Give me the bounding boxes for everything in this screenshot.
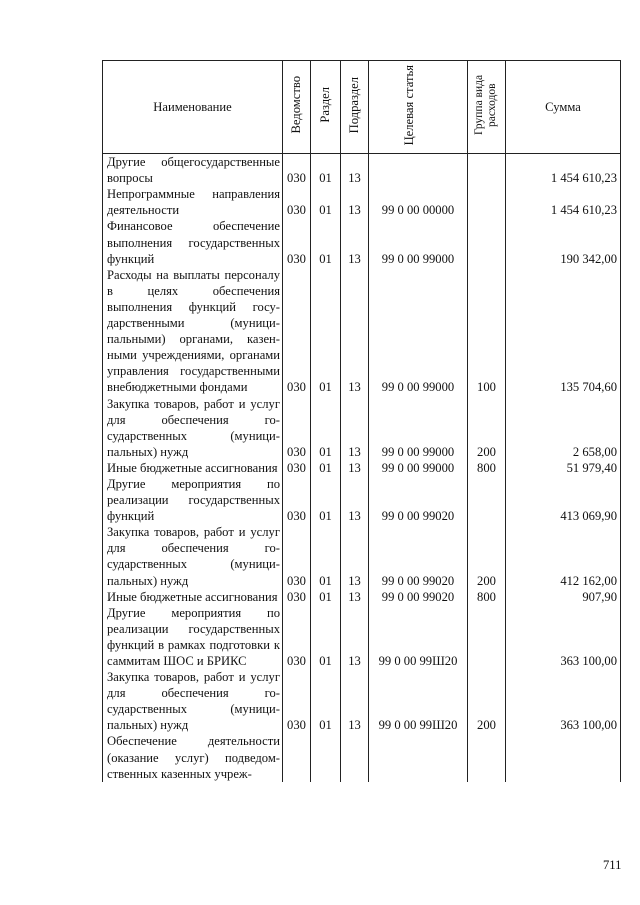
row-group: 200 bbox=[468, 396, 506, 460]
table-row bbox=[103, 186, 621, 218]
row-group: 200 bbox=[468, 669, 506, 733]
row-sum: 135 704,60 bbox=[506, 267, 621, 396]
row-podrazdel: 13 bbox=[341, 476, 369, 524]
row-podrazdel: 13 bbox=[341, 218, 369, 266]
row-vedomstvo: 030 bbox=[283, 605, 311, 669]
table-row bbox=[103, 733, 621, 781]
row-razdel: 01 bbox=[311, 524, 341, 588]
row-sum: 1 454 610,23 bbox=[506, 154, 621, 187]
row-razdel: 01 bbox=[311, 267, 341, 396]
row-razdel: 01 bbox=[311, 154, 341, 187]
row-podrazdel: 13 bbox=[341, 589, 369, 605]
row-name: Закупка товаров, работ и услуг для обеспечения государственных (муниципальных) нужд bbox=[103, 396, 283, 460]
row-target: 99 0 00 99020 bbox=[369, 524, 468, 588]
table-row bbox=[103, 524, 621, 588]
row-vedomstvo: 030 bbox=[283, 476, 311, 524]
header-vedomstvo: Ведомство bbox=[289, 76, 303, 134]
row-target: 99 0 00 99000 bbox=[369, 396, 468, 460]
budget-table bbox=[102, 60, 621, 782]
row-group bbox=[468, 733, 506, 781]
row-name: Закупка товаров, работ и услуг для обеспечения государственных (муниципальных) нужд bbox=[103, 669, 283, 733]
row-vedomstvo: 030 bbox=[283, 186, 311, 218]
row-group: 100 bbox=[468, 267, 506, 396]
row-group bbox=[468, 605, 506, 669]
table-row bbox=[103, 154, 621, 187]
row-sum: 413 069,90 bbox=[506, 476, 621, 524]
row-podrazdel: 13 bbox=[341, 524, 369, 588]
row-sum: 1 454 610,23 bbox=[506, 186, 621, 218]
row-razdel: 01 bbox=[311, 605, 341, 669]
row-name: Расходы на выплаты персоналу в целях обеспечения выполнения функций государственными (муниципальными) органами, казенными учреждениями, органами управления государственными внебюджетными фондами bbox=[103, 267, 283, 396]
row-name: Непрограммные направления деятельности bbox=[103, 186, 283, 218]
row-razdel: 01 bbox=[311, 396, 341, 460]
row-sum: 2 658,00 bbox=[506, 396, 621, 460]
row-razdel: 01 bbox=[311, 476, 341, 524]
row-razdel: 01 bbox=[311, 218, 341, 266]
header-row bbox=[103, 61, 621, 154]
row-podrazdel: 13 bbox=[341, 154, 369, 187]
table-row bbox=[103, 396, 621, 460]
row-sum: 51 979,40 bbox=[506, 460, 621, 476]
row-target: 99 0 00 99Ш20 bbox=[369, 605, 468, 669]
row-sum: 363 100,00 bbox=[506, 669, 621, 733]
row-razdel: 01 bbox=[311, 460, 341, 476]
row-group bbox=[468, 186, 506, 218]
row-target: 99 0 00 99020 bbox=[369, 589, 468, 605]
row-name: Другие общегосударственные вопросы bbox=[103, 154, 283, 187]
row-target: 99 0 00 99020 bbox=[369, 476, 468, 524]
table-body bbox=[103, 154, 621, 782]
row-group: 800 bbox=[468, 460, 506, 476]
row-podrazdel: 13 bbox=[341, 605, 369, 669]
row-vedomstvo: 030 bbox=[283, 589, 311, 605]
row-target bbox=[369, 733, 468, 781]
table-row bbox=[103, 476, 621, 524]
row-sum: 907,90 bbox=[506, 589, 621, 605]
row-group bbox=[468, 476, 506, 524]
header-target: Целевая статья bbox=[402, 64, 416, 146]
row-name: Закупка товаров, работ и услуг для обеспечения государственных (муниципальных) нужд bbox=[103, 524, 283, 588]
table-row bbox=[103, 605, 621, 669]
header-podrazdel: Подраздел bbox=[347, 76, 361, 134]
row-vedomstvo: 030 bbox=[283, 267, 311, 396]
row-razdel: 01 bbox=[311, 186, 341, 218]
table-row bbox=[103, 218, 621, 266]
row-target: 99 0 00 99Ш20 bbox=[369, 669, 468, 733]
row-target: 99 0 00 99000 bbox=[369, 218, 468, 266]
row-name: Финансовое обеспечение выполнения государственных функций bbox=[103, 218, 283, 266]
row-podrazdel: 13 bbox=[341, 460, 369, 476]
row-group: 200 bbox=[468, 524, 506, 588]
table-row bbox=[103, 669, 621, 733]
row-target: 99 0 00 99000 bbox=[369, 460, 468, 476]
row-podrazdel bbox=[341, 733, 369, 781]
page-number: 711 bbox=[603, 858, 622, 872]
row-sum: 190 342,00 bbox=[506, 218, 621, 266]
row-podrazdel: 13 bbox=[341, 267, 369, 396]
row-razdel bbox=[311, 733, 341, 781]
row-vedomstvo: 030 bbox=[283, 396, 311, 460]
row-razdel: 01 bbox=[311, 589, 341, 605]
row-podrazdel: 13 bbox=[341, 186, 369, 218]
row-name: Другие мероприятия по реализации государственных функций в рамках подготовки к саммитам ШОС и БРИКС bbox=[103, 605, 283, 669]
header-razdel: Раздел bbox=[318, 87, 332, 123]
row-group bbox=[468, 218, 506, 266]
row-vedomstvo: 030 bbox=[283, 669, 311, 733]
header-sum: Сумма bbox=[506, 61, 621, 154]
row-vedomstvo: 030 bbox=[283, 524, 311, 588]
row-name: Иные бюджетные ассигнования bbox=[103, 589, 283, 605]
header-group: Группа вида расходов bbox=[472, 74, 498, 136]
row-group bbox=[468, 154, 506, 187]
row-target bbox=[369, 154, 468, 187]
table-row bbox=[103, 460, 621, 476]
row-razdel: 01 bbox=[311, 669, 341, 733]
row-name: Обеспечение деятельности (оказание услуг) подведомственных казенных учреж- bbox=[103, 733, 283, 781]
row-sum bbox=[506, 733, 621, 781]
row-vedomstvo: 030 bbox=[283, 460, 311, 476]
row-sum: 412 162,00 bbox=[506, 524, 621, 588]
row-vedomstvo bbox=[283, 733, 311, 781]
row-podrazdel: 13 bbox=[341, 669, 369, 733]
row-vedomstvo: 030 bbox=[283, 218, 311, 266]
row-target: 99 0 00 00000 bbox=[369, 186, 468, 218]
header-name: Наименование bbox=[103, 61, 283, 154]
row-group: 800 bbox=[468, 589, 506, 605]
row-podrazdel: 13 bbox=[341, 396, 369, 460]
table-row bbox=[103, 267, 621, 396]
row-name: Иные бюджетные ассигнования bbox=[103, 460, 283, 476]
row-sum: 363 100,00 bbox=[506, 605, 621, 669]
row-name: Другие мероприятия по реализации государственных функций bbox=[103, 476, 283, 524]
row-vedomstvo: 030 bbox=[283, 154, 311, 187]
row-target: 99 0 00 99000 bbox=[369, 267, 468, 396]
table-row bbox=[103, 589, 621, 605]
